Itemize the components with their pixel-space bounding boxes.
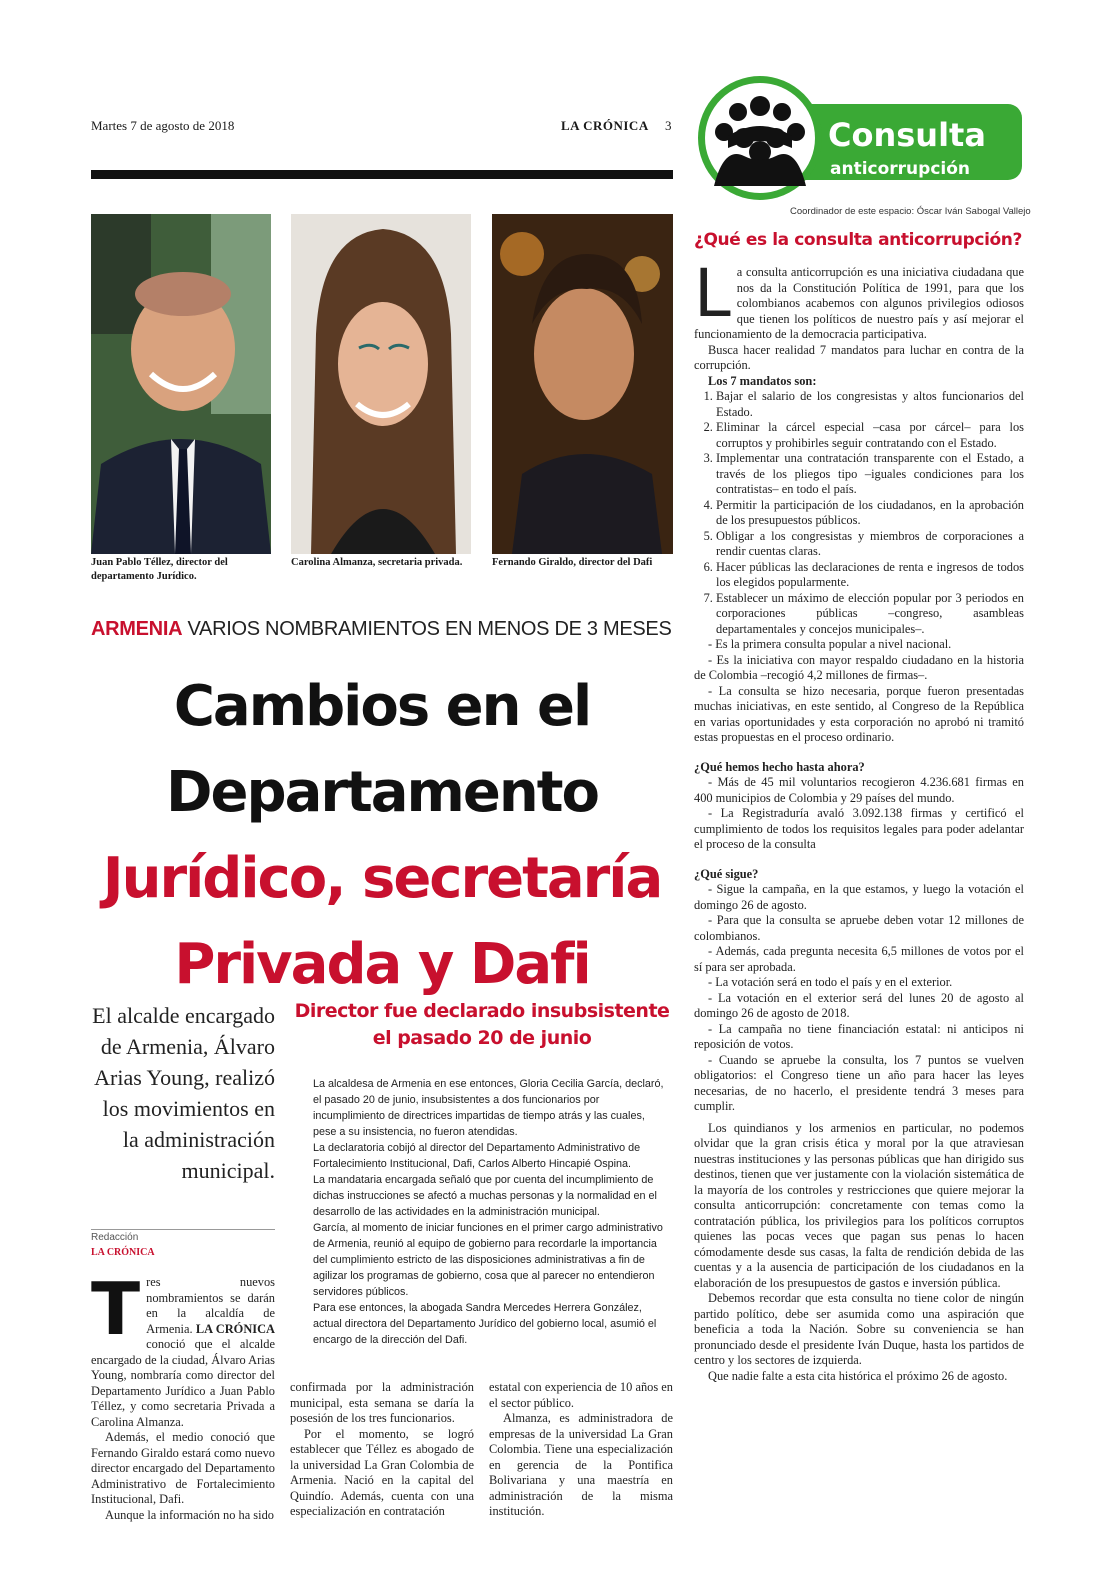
kicker-text: VARIOS NOMBRAMIENTOS EN MENOS DE 3 MESES <box>187 618 672 640</box>
issue-date: Martes 7 de agosto de 2018 <box>91 118 235 133</box>
paragraph: Aunque la información no ha sido <box>105 1507 274 1522</box>
paragraph: a consulta anticorrupción es una iniciativa ciudadana que nos da la Constitución Política de 1991, para que los colombianos acabemos con algunos privilegios odiosos que tienen los políticos de nuestro país y así mejorar el funcionamiento de la democracia participativa. <box>694 265 1024 341</box>
sidebar-text <box>313 1076 665 1348</box>
dek: El alcalde encargado de Armenia, Álvaro Arias Young, realizó los movimientos en la administración municipal. <box>92 1003 275 1183</box>
byline-role: Redacción <box>91 1229 275 1243</box>
list-item: 7. Establecer un máximo de elección popular por 3 periodos en corporaciones públicas –congreso, asambleas departamentales y concejos municipales–. <box>716 591 1024 638</box>
portrait-woman <box>291 214 471 554</box>
paragraph: Por el momento, se logró establecer que Téllez es abogado de la universidad La Gran Colombia de Armenia. Nació en la capital del Quindío. Además, cuenta con una especialización en contratación <box>290 1426 474 1518</box>
list-item: 2. Eliminar la cárcel especial –casa por cárcel– para los corruptos y prohibirles seguir contratando con el Estado. <box>716 420 1024 451</box>
paragraph: La alcaldesa de Armenia en ese entonces, Gloria Cecilia García, declaró, el pasado 20 de junio, insubsistentes a dos funcionarios por incumplimiento de directrices impartidas de tiempo atrás y las cuales, pese a su insistencia, no fueron atendidas. <box>313 1078 664 1138</box>
paragraph: La mandataria encargada señaló que por cuenta del incumplimiento de dichas instrucciones se afectó a muchas personas y la normalidad en el desarrollo de las actividades en la administración municipal. <box>313 1174 657 1218</box>
paragraph: - Más de 45 mil voluntarios recogieron 4.236.681 firmas en 400 municipios de Colombia y 29 países del mundo. <box>694 775 1024 805</box>
paragraph: - La campaña no tiene financiación estatal: ni anticipos ni reposición de votos. <box>694 1021 1024 1051</box>
sidebar-subhead: Director fue declarado insubsistente el pasado 20 de junio <box>294 1000 670 1049</box>
body-column-1 <box>91 1267 275 1523</box>
paragraph: La declaratoria cobijó al director del Departamento Administrativo de Fortalecimiento Institucional, Dafi, Carlos Alberto Hincapié Ospina. <box>313 1142 641 1170</box>
section-question: ¿Qué es la consulta anticorrupción? <box>694 230 1022 250</box>
mandates-title: Los 7 mandatos son: <box>708 373 817 388</box>
logo-subtitle: anticorrupción <box>830 159 971 179</box>
paragraph: Los quindianos y los armenios en particular, no podemos olvidar que la gran crisis ética y moral por la que atraviesan nuestras instituciones y las personas públicas que han dirigido sus destinos, tienen que ver justamente con la violación sistemática de la mayoría de los controles y restricciones que quiere mejorar la consulta anticorrupción: concretamente con temas como la contratación pública, los privilegios para los políticos corruptos quienes las pocas veces que pagan sus penas lo hacen cómodamente desde sus casas, la falta de rendición debida de las cuentas y a la ausencia de participación de los ciudadanos en la elaboración de los presupuestos de gastos e inversión pública. <box>694 1120 1024 1290</box>
text-run: conoció que el alcalde encargado de la ciudad, Álvaro Arias Young, nombraría como director del Departamento Jurídico a Juan Pablo Téllez, y como secretaria Privada a Carolina Almanza. <box>91 1337 275 1429</box>
headline-line: Departamento <box>166 760 598 825</box>
paragraph: Para ese entonces, la abogada Sandra Mercedes Herrera González, actual directora del Departamento Jurídico del gobierno local, asumió el encargo de la dirección del Dafi. <box>313 1302 657 1346</box>
people-group-icon <box>694 76 1024 200</box>
photo-carolina-almanza <box>291 214 471 554</box>
byline-paper: LA CRÓNICA <box>91 1247 155 1258</box>
header-rule <box>91 170 673 179</box>
paragraph: confirmada por la administración municipal, esta semana se daría la posesión de los tres funcionarios. <box>290 1380 474 1425</box>
paragraph: Busca hacer realidad 7 mandatos para luchar en contra de la corrupción. <box>694 342 1024 372</box>
drop-cap: L <box>694 255 731 332</box>
headline <box>91 664 673 1008</box>
paragraph: García, al momento de iniciar funciones en el primer cargo administrativo de Armenia, reunió al equipo de gobierno para recordarle la importancia del cumplimiento estricto de las disposiciones administrativas a fin de agilizar los programas de gobierno, cosa que al parecer no entendieron servidores públicos. <box>313 1222 663 1298</box>
list-item: 5. Obligar a los congresistas y miembros de corporaciones a rendir cuentas claras. <box>716 529 1024 560</box>
paragraph: Almanza, es administradora de empresas de la universidad La Gran Colombia. Tiene una especialización en gerencia de la Pontifica Bolivariana y una maestría en administración de la misma institución. <box>489 1411 673 1518</box>
paragraph: Además, el medio conoció que Fernando Giraldo estará como nuevo director encargado del Departamento Administrativo de Fortalecimiento Institucional, Dafi. <box>91 1430 275 1506</box>
paragraph: - La Registraduría avaló 3.092.138 firmas y certificó el cumplimiento de todos los requisitos legales para poder adelantar el proceso de la consulta <box>694 806 1024 851</box>
subheading: ¿Qué hemos hecho hasta ahora? <box>694 759 865 774</box>
headline-line: Privada y Dafi <box>174 932 590 997</box>
paragraph: Que nadie falte a esta cita histórica el próximo 26 de agosto. <box>708 1368 1008 1383</box>
portrait-young-man <box>492 214 673 554</box>
paragraph: Debemos recordar que esta consulta no tiene color de ningún partido político, debe ser asumida como una aspiración que beneficia a toda la Nación. Sobre su conveniencia se han pronunciado desde el presidente Iván Duque, hasta los partidos de centro y los sectores de izquierda. <box>694 1291 1024 1367</box>
page-number: 3 <box>665 118 672 133</box>
logo-title: Consulta <box>828 116 986 154</box>
portrait-man-suit <box>91 214 271 554</box>
headline-line: Cambios en el <box>173 674 591 739</box>
coordinator: Coordinador de este espacio: Óscar Iván Sabogal Vallejo <box>790 206 1031 217</box>
paragraph: - Es la iniciativa con mayor respaldo ciudadano en la historia de Colombia –recogió 4,2 millones de firmas–. <box>694 652 1024 682</box>
photo-caption: Juan Pablo Téllez, director del departamento Jurídico. <box>91 557 228 582</box>
paragraph: - La votación en el exterior será del lunes 20 de agosto al domingo 26 de agosto de 2018. <box>694 990 1024 1020</box>
photo-fernando-giraldo <box>492 214 673 554</box>
photo-caption: Fernando Giraldo, director del Dafi <box>492 557 653 568</box>
photo-juan-pablo-tellez <box>91 214 271 554</box>
paragraph: - Sigue la campaña, en la que estamos, y luego la votación el domingo 26 de agosto. <box>694 882 1024 912</box>
paper-mention: LA CRÓNICA <box>195 1321 275 1336</box>
subheading: ¿Qué sigue? <box>694 866 759 881</box>
consulta-logo <box>694 76 1024 200</box>
kicker-place: ARMENIA <box>91 618 183 640</box>
newspaper-name: LA CRÓNICA <box>561 118 649 133</box>
paragraph: estatal con experiencia de 10 años en el sector público. <box>489 1380 673 1410</box>
paragraph: - Es la primera consulta popular a nivel nacional. <box>708 637 952 651</box>
paragraph: - La consulta se hizo necesaria, porque fueron presentadas muchas iniciativas, en este sentido, al Congreso de la República en varias oportunidades y esta corporación no aprobó ni tramitó estas propuestas en el proceso ordinario. <box>694 683 1024 744</box>
text-run: res nuevos nombramientos se darán en la alcaldía de Armenia. <box>146 1275 275 1336</box>
consulta-body <box>694 255 1024 1384</box>
paragraph: - Cuando se apruebe la consulta, los 7 puntos se vuelven obligatorios: el Congreso tiene un año para hacer las leyes necesarias, de no hacerlo, el presidente tendrá 3 meses para cumplir. <box>694 1052 1024 1113</box>
headline-line: Jurídico, secretaría <box>102 846 662 911</box>
paragraph: - Además, cada pregunta necesita 6,5 millones de votos por el sí para ser aprobada. <box>694 944 1024 974</box>
list-item: 3. Implementar una contratación transparente con el Estado, a través de los pliegos tipo –iguales condiciones para los contratistas– en todo el país. <box>716 451 1024 498</box>
kicker <box>91 618 672 641</box>
list-item: 1. Bajar el salario de los congresistas y altos funcionarios del Estado. <box>716 389 1024 420</box>
list-item: 4. Permitir la participación de los ciudadanos, en la aprobación de los presupuestos públicos. <box>716 498 1024 529</box>
list-item: 6. Hacer públicas las declaraciones de renta e ingresos de todos los elegidos popularmente. <box>716 560 1024 591</box>
drop-cap: T <box>91 1267 141 1351</box>
paragraph: - Para que la consulta se apruebe deben votar 12 millones de colombianos. <box>694 913 1024 943</box>
photo-caption: Carolina Almanza, secretaria privada. <box>291 557 463 568</box>
body-column-3 <box>489 1380 673 1520</box>
body-column-2 <box>290 1380 474 1520</box>
paragraph: - La votación será en todo el país y en el exterior. <box>708 975 953 989</box>
mandates-list <box>694 389 1024 637</box>
